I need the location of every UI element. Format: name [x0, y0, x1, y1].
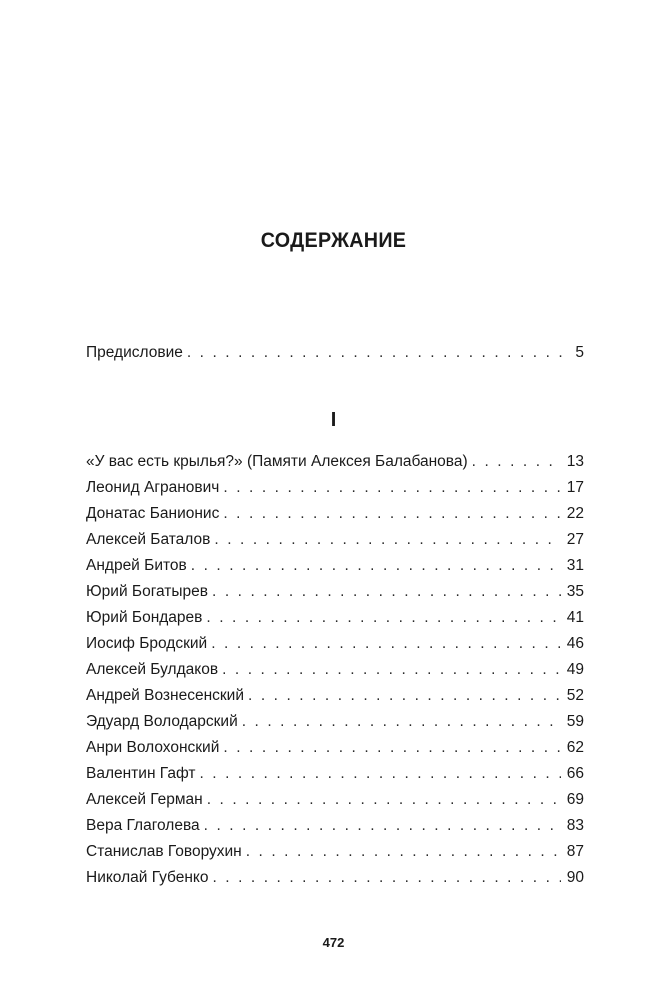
section-numeral: I	[330, 409, 337, 431]
toc-entry[interactable]	[86, 685, 584, 707]
toc-entry-page: 46	[566, 635, 584, 652]
toc-entry[interactable]	[86, 841, 584, 863]
toc-entry[interactable]	[86, 763, 584, 785]
dot-leader	[246, 841, 561, 863]
toc-entry[interactable]	[86, 659, 584, 681]
toc-entry-title: Николай Губенко	[86, 869, 209, 886]
toc-entry-title: Донатас Банионис	[86, 505, 220, 522]
toc-entry-preface[interactable]	[86, 342, 584, 364]
toc-entry[interactable]	[86, 529, 584, 551]
toc-entry-page: 35	[566, 583, 584, 600]
toc-entry-page: 31	[566, 557, 584, 574]
toc-entry-title: «У вас есть крылья?» (Памяти Алексея Балабанова)	[86, 453, 468, 470]
dot-leader	[191, 555, 561, 577]
toc-entry-title: Андрей Вознесенский	[86, 687, 244, 704]
toc-entry-page: 22	[566, 505, 584, 522]
toc-entry-page: 13	[566, 453, 584, 470]
toc-entry-page: 5	[575, 344, 584, 361]
toc-entry-page: 62	[566, 739, 584, 756]
toc-entry-page: 17	[566, 479, 584, 496]
toc-entry[interactable]	[86, 607, 584, 629]
toc-entry-title: Андрей Битов	[86, 557, 187, 574]
toc-entry-page: 49	[566, 661, 584, 678]
toc-entry[interactable]	[86, 789, 584, 811]
dot-leader	[223, 737, 560, 759]
toc-entry-page: 27	[566, 531, 584, 548]
toc-entry[interactable]	[86, 555, 584, 577]
toc-entry-title: Анри Волохонский	[86, 739, 220, 756]
toc-entry-title: Алексей Герман	[86, 791, 203, 808]
toc-entry-title: Иосиф Бродский	[86, 635, 208, 652]
toc-entry-title: Юрий Богатырев	[86, 583, 209, 600]
dot-leader	[212, 867, 560, 889]
dot-leader	[214, 529, 560, 551]
toc-entry-title: Вера Глаголева	[86, 817, 200, 834]
toc-entry-title: Юрий Бондарев	[86, 609, 203, 626]
toc-entry-page: 52	[566, 687, 584, 704]
dot-leader	[222, 659, 561, 681]
toc-entry[interactable]	[86, 503, 584, 525]
toc-entry-title: Леонид Агранович	[86, 479, 220, 496]
dot-leader	[199, 763, 560, 785]
dot-leader	[248, 685, 561, 707]
toc-entry[interactable]	[86, 477, 584, 499]
toc-entry-page: 90	[566, 869, 584, 886]
toc-entry-page: 87	[566, 843, 584, 860]
dot-leader	[207, 789, 561, 811]
toc-entry-title: Предисловие	[86, 344, 183, 361]
toc-entry[interactable]	[86, 867, 584, 889]
dot-leader	[211, 633, 561, 655]
toc-entry-title: Эдуард Володарский	[86, 713, 238, 730]
dot-leader	[206, 607, 560, 629]
toc-entry[interactable]	[86, 451, 584, 473]
toc-entry-title: Алексей Баталов	[86, 531, 211, 548]
dot-leader	[204, 815, 561, 837]
dot-leader	[472, 451, 561, 473]
toc-entry-page: 69	[566, 791, 584, 808]
toc-entry-title: Валентин Гафт	[86, 765, 196, 782]
toc-entry[interactable]	[86, 633, 584, 655]
dot-leader	[223, 503, 560, 525]
toc-entry[interactable]	[86, 581, 584, 603]
toc-entry[interactable]	[86, 737, 584, 759]
toc-entry-page: 66	[566, 765, 584, 782]
toc-entry[interactable]	[86, 711, 584, 733]
page-number: 472	[322, 935, 345, 950]
toc-entry-title: Алексей Булдаков	[86, 661, 219, 678]
page-title: СОДЕРЖАНИЕ	[260, 229, 407, 252]
dot-leader	[212, 581, 561, 603]
toc-entry-title: Станислав Говорухин	[86, 843, 242, 860]
toc-entry-page: 41	[566, 609, 584, 626]
toc-entry[interactable]	[86, 815, 584, 837]
toc-entry-page: 59	[566, 713, 584, 730]
toc-entry-page: 83	[566, 817, 584, 834]
dot-leader	[223, 477, 560, 499]
dot-leader	[187, 342, 570, 364]
dot-leader	[242, 711, 561, 733]
